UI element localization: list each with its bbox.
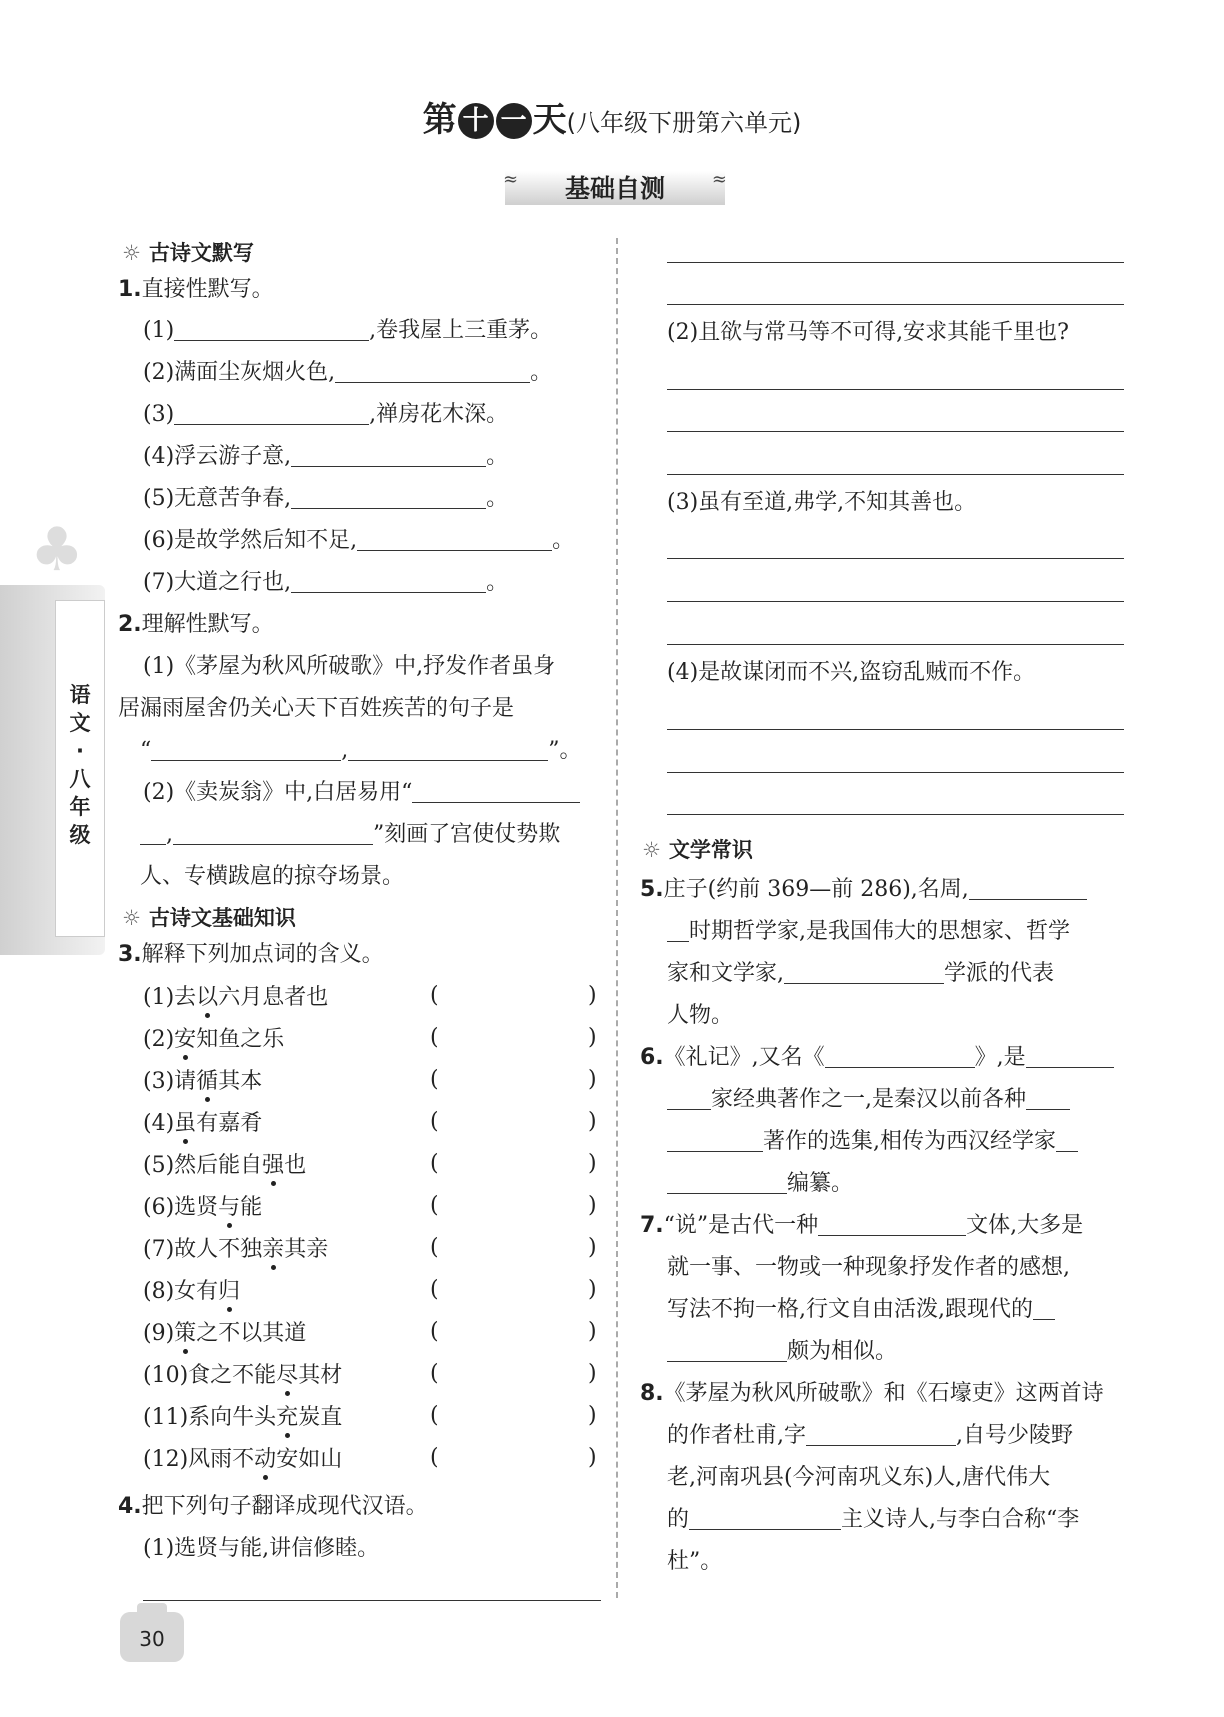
answer-line[interactable] — [143, 1600, 601, 1601]
answer-paren-close[interactable]: ) — [588, 1361, 597, 1386]
answer-paren-open[interactable]: ( — [430, 1235, 439, 1260]
q6-line-4 — [667, 1169, 853, 1199]
question-number: 8. — [640, 1381, 664, 1406]
answer-line[interactable] — [667, 262, 1124, 263]
q1-item-7 — [143, 568, 508, 598]
answer-blank[interactable] — [357, 528, 552, 551]
q1-item-3 — [143, 400, 508, 430]
answer-line[interactable] — [667, 601, 1124, 602]
item-suffix: 也 — [284, 1153, 307, 1178]
item-prefix: (7)故人不独 — [143, 1237, 263, 1262]
side-tab-char: 年 — [69, 795, 91, 819]
q1-item-6 — [143, 526, 574, 556]
q2-1-line-3 — [140, 736, 582, 766]
item-prefix: (12)风雨不 — [143, 1447, 255, 1472]
item-prefix: (8)女有 — [143, 1279, 219, 1304]
q3-item — [143, 1193, 262, 1223]
answer-blank[interactable] — [174, 402, 369, 425]
q7-line-1 — [640, 1211, 1083, 1241]
answer-paren-open[interactable]: ( — [430, 983, 439, 1008]
sun-icon: ☼ — [642, 838, 661, 862]
item-text: 文体,大多是 — [966, 1213, 1084, 1238]
side-tab-char: 八 — [69, 767, 91, 791]
answer-paren-close[interactable]: ) — [588, 983, 597, 1008]
q6-line-2 — [667, 1085, 1070, 1115]
item-text: “说”是古代一种 — [663, 1213, 819, 1238]
section-heading-ancient-poetry-recitation — [122, 237, 254, 267]
dotted-character: 充 — [276, 1405, 299, 1430]
q1-item-5 — [143, 484, 508, 514]
answer-blank[interactable] — [1033, 1297, 1055, 1320]
sun-icon: ☼ — [122, 241, 141, 265]
answer-paren-close[interactable]: ) — [588, 1109, 597, 1134]
answer-blank[interactable] — [818, 1213, 966, 1236]
q3-item — [143, 1277, 240, 1307]
q6-line-3 — [667, 1127, 1078, 1157]
q2-2-line-2 — [140, 820, 560, 850]
q3-item — [143, 983, 328, 1013]
answer-line[interactable] — [667, 814, 1124, 815]
answer-blank[interactable] — [335, 360, 530, 383]
q4-1-text: (1)选贤与能,讲信修睦。 — [143, 1536, 380, 1561]
answer-blank[interactable] — [1026, 1045, 1114, 1068]
q7-line-3 — [667, 1295, 1055, 1325]
item-text: ,自号少陵野 — [956, 1423, 1073, 1448]
answer-paren-open[interactable]: ( — [430, 1319, 439, 1344]
question-number: 4. — [118, 1494, 142, 1519]
item-prefix: (2) — [143, 1027, 175, 1052]
dotted-character: 与 — [218, 1195, 241, 1220]
answer-paren-open[interactable]: ( — [430, 1277, 439, 1302]
comma: , — [166, 822, 173, 847]
item-suffix: 其亲 — [284, 1237, 329, 1262]
answer-blank[interactable] — [667, 1339, 787, 1362]
section-heading-label: 文学常识 — [668, 838, 753, 862]
item-prefix: (1) — [143, 318, 175, 343]
answer-line[interactable] — [667, 729, 1124, 730]
q5-line-2 — [667, 917, 1070, 947]
section-heading-ancient-poetry-basics — [122, 902, 296, 932]
q3-item — [143, 1403, 342, 1433]
q3-item — [143, 1151, 306, 1181]
item-text: 家和文学家, — [667, 961, 784, 986]
answer-blank[interactable] — [412, 780, 580, 803]
dotted-character: 归 — [218, 1279, 241, 1304]
answer-line[interactable] — [667, 304, 1124, 305]
answer-blank[interactable] — [689, 1507, 841, 1530]
answer-blank[interactable] — [806, 1423, 956, 1446]
dotted-character: 动 — [254, 1447, 277, 1472]
side-tab-char: 文 — [69, 711, 91, 735]
item-suffix: 炭直 — [298, 1405, 343, 1430]
sun-icon: ☼ — [122, 906, 141, 930]
palm-tree-icon: ♣ — [30, 515, 84, 585]
item-prefix: (3)请 — [143, 1069, 197, 1094]
title-circle-2: 一 — [496, 103, 532, 139]
title-subtitle: (八年级下册第六单元) — [566, 109, 802, 137]
q8-line-2 — [667, 1421, 1073, 1451]
item-suffix: 。 — [486, 444, 509, 469]
page-number: 30 — [120, 1612, 184, 1662]
q8-line-4 — [667, 1505, 1079, 1535]
title-prefix: 第 — [422, 100, 457, 140]
answer-paren-open[interactable]: ( — [430, 1403, 439, 1428]
item-prefix: (5)然后能自 — [143, 1153, 263, 1178]
answer-paren-open[interactable]: ( — [430, 1109, 439, 1134]
question-3 — [118, 940, 384, 970]
item-suffix: 。 — [486, 486, 509, 511]
item-suffix: 能 — [240, 1195, 263, 1220]
q2-2-line-3: 人、专横跋扈的掠夺场景。 — [140, 864, 405, 889]
section-heading-label: 古诗文基础知识 — [148, 906, 296, 930]
section-heading-literary-knowledge — [642, 834, 753, 864]
dotted-character: 策 — [174, 1321, 197, 1346]
side-tab — [0, 585, 105, 955]
item-text: 庄子(约前 369—前 286),名周, — [663, 877, 969, 902]
answer-paren-open[interactable]: ( — [430, 1151, 439, 1176]
q3-item — [143, 1445, 342, 1475]
item-text: 的作者杜甫,字 — [667, 1423, 806, 1448]
answer-blank[interactable] — [667, 1087, 711, 1110]
item-prefix: (6)是故学然后知不足, — [143, 528, 358, 553]
dotted-character: 强 — [262, 1153, 285, 1178]
answer-line[interactable] — [667, 389, 1124, 390]
item-prefix: (5)无意苦争春, — [143, 486, 292, 511]
item-text: 《茅屋为秋风所破歌》和《石壕吏》这两首诗 — [663, 1381, 1104, 1406]
q4-4-text: (4)是故谋闭而不兴,盗窃乱贼而不作。 — [667, 660, 1036, 685]
answer-blank[interactable] — [1026, 1087, 1070, 1110]
question-number: 1. — [118, 277, 142, 302]
answer-blank[interactable] — [667, 1129, 763, 1152]
side-tab-label — [56, 681, 104, 849]
q1-item-4 — [143, 442, 508, 472]
q5-line-1 — [640, 875, 1087, 905]
dotted-character: 循 — [196, 1069, 219, 1094]
item-text: 家经典著作之一,是秦汉以前各种 — [711, 1087, 1026, 1112]
dotted-character: 亲 — [262, 1237, 285, 1262]
item-suffix: 。 — [530, 360, 553, 385]
item-suffix: 有嘉肴 — [196, 1111, 263, 1136]
q3-item — [143, 1067, 262, 1097]
item-text: 《礼记》,又名《 — [663, 1045, 825, 1070]
item-prefix: (6)选贤 — [143, 1195, 219, 1220]
item-prefix: (2)满面尘灰烟火色, — [143, 360, 336, 385]
answer-line[interactable] — [667, 558, 1124, 559]
column-divider — [616, 238, 618, 1598]
answer-paren-close[interactable]: ) — [588, 1235, 597, 1260]
item-suffix: ,禅房花木深。 — [369, 402, 509, 427]
q3-item — [143, 1319, 306, 1349]
item-suffix: 之不以其道 — [196, 1321, 307, 1346]
banner-title: 基础自测 — [564, 174, 665, 203]
item-prefix: (1)去 — [143, 985, 197, 1010]
answer-blank[interactable] — [667, 1171, 787, 1194]
answer-blank[interactable] — [969, 877, 1087, 900]
answer-blank[interactable] — [784, 961, 944, 984]
answer-paren-close[interactable]: ) — [588, 1319, 597, 1344]
item-prefix: (11)系向牛头 — [143, 1405, 277, 1430]
q5-line-4: 人物。 — [667, 1003, 734, 1028]
answer-blank[interactable] — [1056, 1129, 1078, 1152]
answer-blank[interactable] — [174, 318, 369, 341]
item-text: ”刻画了宫使仗势欺 — [373, 822, 561, 847]
question-text: 把下列句子翻译成现代汉语。 — [141, 1494, 428, 1519]
answer-paren-close[interactable]: ) — [588, 1403, 597, 1428]
answer-line[interactable] — [667, 474, 1124, 475]
item-prefix: (4) — [143, 1111, 175, 1136]
answer-paren-close[interactable]: ) — [588, 1025, 597, 1050]
title-suffix: 天 — [532, 100, 567, 140]
item-suffix: 安如山 — [276, 1447, 343, 1472]
question-number: 6. — [640, 1045, 664, 1070]
item-text: 学派的代表 — [944, 961, 1055, 986]
answer-blank[interactable] — [140, 822, 166, 845]
item-prefix: (3) — [143, 402, 175, 427]
bird-right-icon: ≈ — [711, 169, 727, 190]
question-number: 5. — [640, 877, 664, 902]
quote-open: “ — [140, 738, 152, 763]
side-tab-char: 语 — [69, 683, 91, 707]
answer-paren-close[interactable]: ) — [588, 1445, 597, 1470]
side-tab-char: 级 — [69, 823, 91, 847]
title-circle-1: 十 — [458, 103, 494, 139]
answer-paren-close[interactable]: ) — [588, 1151, 597, 1176]
side-tab-panel — [55, 600, 105, 937]
item-text: 写法不拘一格,行文自由活泼,跟现代的 — [667, 1297, 1033, 1322]
answer-paren-open[interactable]: ( — [430, 1361, 439, 1386]
question-1 — [118, 275, 274, 305]
answer-blank[interactable] — [291, 486, 486, 509]
item-suffix: 六月息者也 — [218, 985, 329, 1010]
q8-line-5: 杜”。 — [667, 1549, 723, 1574]
answer-paren-close[interactable]: ) — [588, 1067, 597, 1092]
q8-line-3: 老,河南巩县(今河南巩义东)人,唐代伟大 — [667, 1465, 1051, 1490]
q1-item-1 — [143, 316, 552, 346]
dotted-character: 尽 — [276, 1363, 299, 1388]
item-prefix: (10)食之不能 — [143, 1363, 277, 1388]
answer-blank[interactable] — [291, 570, 486, 593]
answer-paren-open[interactable]: ( — [430, 1193, 439, 1218]
dotted-character: 虽 — [174, 1111, 197, 1136]
answer-blank[interactable] — [667, 919, 689, 942]
question-text: 解释下列加点词的含义。 — [141, 942, 384, 967]
item-suffix: 其材 — [298, 1363, 343, 1388]
question-number: 7. — [640, 1213, 664, 1238]
dotted-character: 安 — [174, 1027, 197, 1052]
item-suffix: 。 — [552, 528, 575, 553]
answer-blank[interactable] — [173, 822, 373, 845]
answer-line[interactable] — [667, 772, 1124, 773]
question-number: 2. — [118, 612, 142, 637]
q3-item — [143, 1235, 328, 1265]
answer-blank[interactable] — [151, 738, 341, 761]
quote-close: ”。 — [548, 738, 582, 763]
question-4 — [118, 1492, 428, 1522]
comma: , — [341, 738, 349, 763]
answer-paren-close[interactable]: ) — [588, 1193, 597, 1218]
item-text: 》,是 — [974, 1045, 1026, 1070]
question-number: 3. — [118, 942, 142, 967]
answer-blank[interactable] — [348, 738, 548, 761]
answer-paren-close[interactable]: ) — [588, 1277, 597, 1302]
item-text: 时期哲学家,是我国伟大的思想家、哲学 — [689, 919, 1070, 944]
q8-line-1 — [640, 1379, 1104, 1409]
q4-2-text: (2)且欲与常马等不可得,安求其能千里也? — [667, 320, 1069, 345]
q5-line-3 — [667, 959, 1054, 989]
dotted-character: 以 — [196, 985, 219, 1010]
side-tab-char: · — [76, 739, 84, 763]
q3-item — [143, 1025, 284, 1055]
section-heading-label: 古诗文默写 — [148, 241, 254, 265]
q3-item — [143, 1361, 342, 1391]
item-prefix: (4)浮云游子意, — [143, 444, 292, 469]
item-suffix: 其本 — [218, 1069, 263, 1094]
item-text: 编纂。 — [787, 1171, 854, 1196]
answer-line[interactable] — [667, 644, 1124, 645]
section-banner — [505, 165, 725, 205]
answer-paren-open[interactable]: ( — [430, 1445, 439, 1470]
q2-2-line-1 — [143, 778, 580, 808]
answer-blank[interactable] — [291, 444, 486, 467]
item-text: 著作的选集,相传为西汉经学家 — [763, 1129, 1056, 1154]
q3-item — [143, 1109, 262, 1139]
q4-3-text: (3)虽有至道,弗学,不知其善也。 — [667, 490, 977, 515]
item-text: (2)《卖炭翁》中,白居易用“ — [143, 780, 413, 805]
q2-1-line-1: (1)《茅屋为秋风所破歌》中,抒发作者虽身 — [143, 654, 556, 679]
answer-line[interactable] — [667, 431, 1124, 432]
item-suffix: ,卷我屋上三重茅。 — [369, 318, 553, 343]
answer-paren-open[interactable]: ( — [430, 1025, 439, 1050]
item-text: 的 — [667, 1507, 690, 1532]
q6-line-1 — [640, 1043, 1114, 1073]
answer-paren-open[interactable]: ( — [430, 1067, 439, 1092]
page-title — [0, 92, 1224, 141]
question-text: 理解性默写。 — [141, 612, 274, 637]
q7-line-2: 就一事、一物或一种现象抒发作者的感想, — [667, 1255, 1070, 1280]
q2-1-line-2: 居漏雨屋舍仍关心天下百姓疾苦的句子是 — [118, 696, 515, 721]
item-text: 颇为相似。 — [787, 1339, 898, 1364]
item-text: 主义诗人,与李白合称“李 — [841, 1507, 1080, 1532]
item-prefix: (7)大道之行也, — [143, 570, 292, 595]
q7-line-4 — [667, 1337, 897, 1367]
item-suffix: 。 — [486, 570, 509, 595]
item-prefix: (9) — [143, 1321, 175, 1346]
q1-item-2 — [143, 358, 552, 388]
answer-blank[interactable] — [825, 1045, 975, 1068]
question-text: 直接性默写。 — [141, 277, 274, 302]
question-2 — [118, 610, 274, 640]
bird-left-icon: ≈ — [503, 169, 519, 190]
item-suffix: 知鱼之乐 — [196, 1027, 285, 1052]
